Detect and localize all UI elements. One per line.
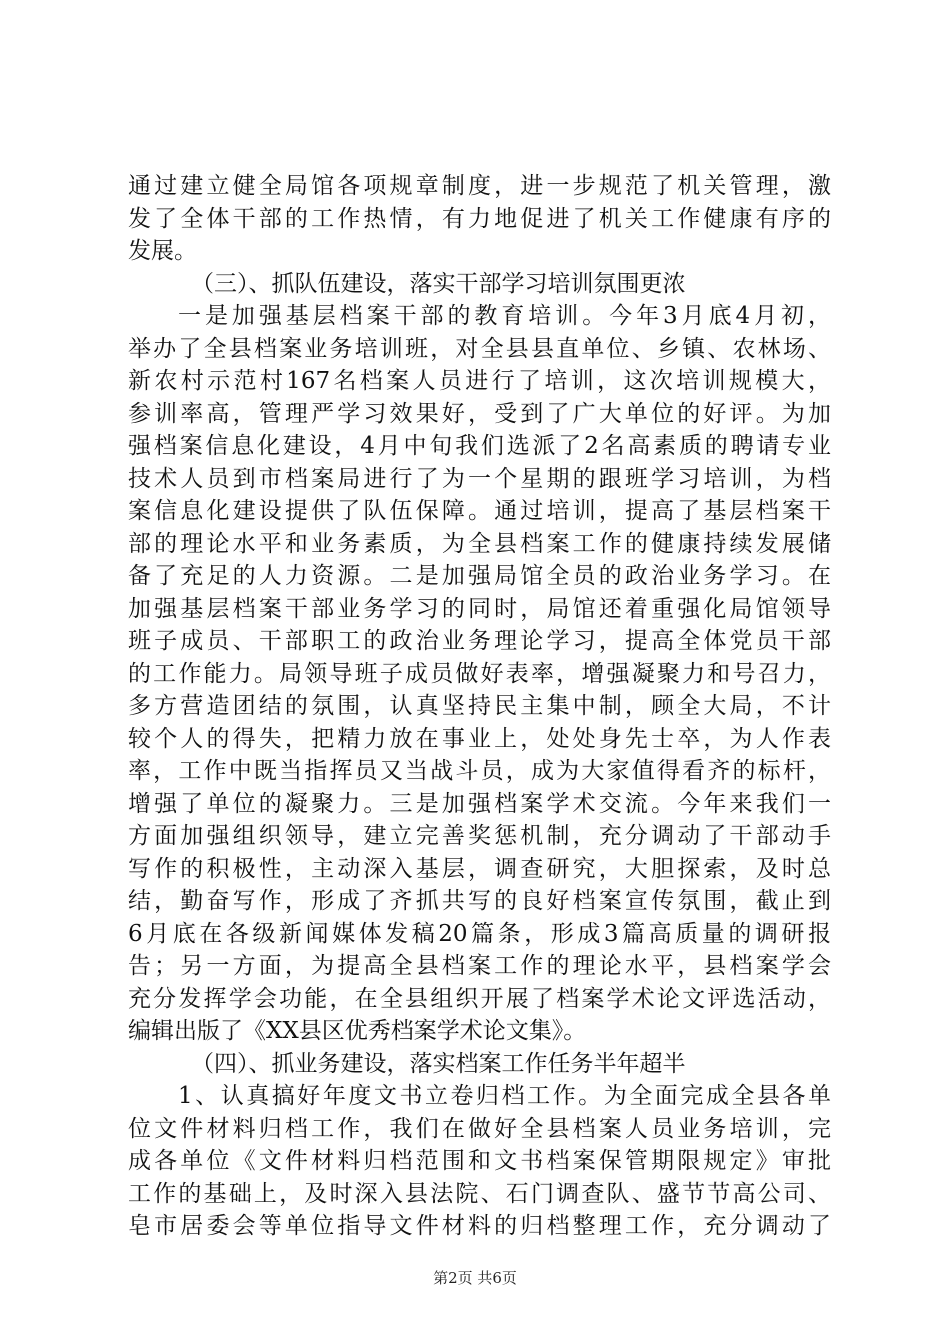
text-line: 发展。 <box>128 238 197 264</box>
text-line: 发了全体干部的工作热情，有力地促进了机关工作健康有序的 <box>128 205 831 232</box>
text-line: 举办了全县档案业务培训班，对全县县直单位、乡镇、农林场、 <box>128 335 831 362</box>
text-line: 加强基层档案干部业务学习的同时，局馆还着重强化局馆领导 <box>128 595 831 622</box>
text-line: 案信息化建设提供了队伍保障。通过培训，提高了基层档案干 <box>128 498 831 524</box>
text-line: 增强了单位的凝聚力。三是加强档案学术交流。今年来我们一 <box>128 790 831 817</box>
text-line: 充分发挥学会功能，在全县组织开展了档案学术论文评选活动， <box>128 985 831 1012</box>
text-line: 6月底在各级新闻媒体发稿20篇条，形成3篇高质量的调研报 <box>128 920 831 947</box>
text-line: 参训率高，管理严学习效果好，受到了广大单位的好评。为加 <box>128 400 831 427</box>
text-line: 强档案信息化建设，4月中旬我们选派了2名高素质的聘请专业 <box>128 433 831 459</box>
section-heading: （四）、抓业务建设，落实档案工作任务半年超半 <box>191 1050 686 1077</box>
page-number-label: 第2页 共6页 <box>433 1269 517 1287</box>
text-line: 新农村示范村167名档案人员进行了培训，这次培训规模大， <box>128 368 831 394</box>
text-line: 一是加强基层档案干部的教育培训。今年3月底4月初， <box>178 303 831 329</box>
text-line: 写作的积极性，主动深入基层，调查研究，大胆探索，及时总 <box>128 855 831 882</box>
text-line: 较个人的得失，把精力放在事业上，处处身先士卒，为人作表 <box>128 725 831 752</box>
text-line: 通过建立健全局馆各项规章制度，进一步规范了机关管理，激 <box>128 173 831 199</box>
section-heading: （三）、抓队伍建设，落实干部学习培训氛围更浓 <box>191 270 686 297</box>
text-line: 皂市居委会等单位指导文件材料的归档整理工作，充分调动了 <box>128 1213 831 1239</box>
text-line: 部的理论水平和业务素质，为全县档案工作的健康持续发展储 <box>128 530 831 557</box>
text-line: 成各单位《文件材料归档范围和文书档案保管期限规定》审批 <box>128 1148 831 1174</box>
text-line: 技术人员到市档案局进行了为一个星期的跟班学习培训，为档 <box>128 465 831 492</box>
text-line: 位文件材料归档工作，我们在做好全县档案人员业务培训，完 <box>128 1115 831 1142</box>
text-line: 工作的基础上，及时深入县法院、石门调查队、盛节节高公司、 <box>128 1180 831 1207</box>
text-line: 方面加强组织领导，建立完善奖惩机制，充分调动了干部动手 <box>128 823 831 849</box>
text-line: 的工作能力。局领导班子成员做好表率，增强凝聚力和号召力， <box>128 660 831 687</box>
text-line: 1、认真搞好年度文书立卷归档工作。为全面完成全县各单 <box>178 1083 831 1109</box>
text-line: 编辑出版了《XX县区优秀档案学术论文集》。 <box>128 1018 587 1044</box>
text-line: 备了充足的人力资源。二是加强局馆全员的政治业务学习。在 <box>128 563 831 589</box>
text-line: 结，勤奋写作，形成了齐抓共写的良好档案宣传氛围，截止到 <box>128 888 831 914</box>
text-line: 多方营造团结的氛围，认真坚持民主集中制，顾全大局，不计 <box>128 693 831 719</box>
body-text <box>128 170 831 1243</box>
text-line: 率，工作中既当指挥员又当战斗员，成为大家值得看齐的标杆， <box>128 758 831 784</box>
page-footer <box>0 1268 950 1288</box>
text-line: 告；另一方面，为提高全县档案工作的理论水平，县档案学会 <box>128 953 831 979</box>
text-line: 班子成员、干部职工的政治业务理论学习，提高全体党员干部 <box>128 628 831 654</box>
